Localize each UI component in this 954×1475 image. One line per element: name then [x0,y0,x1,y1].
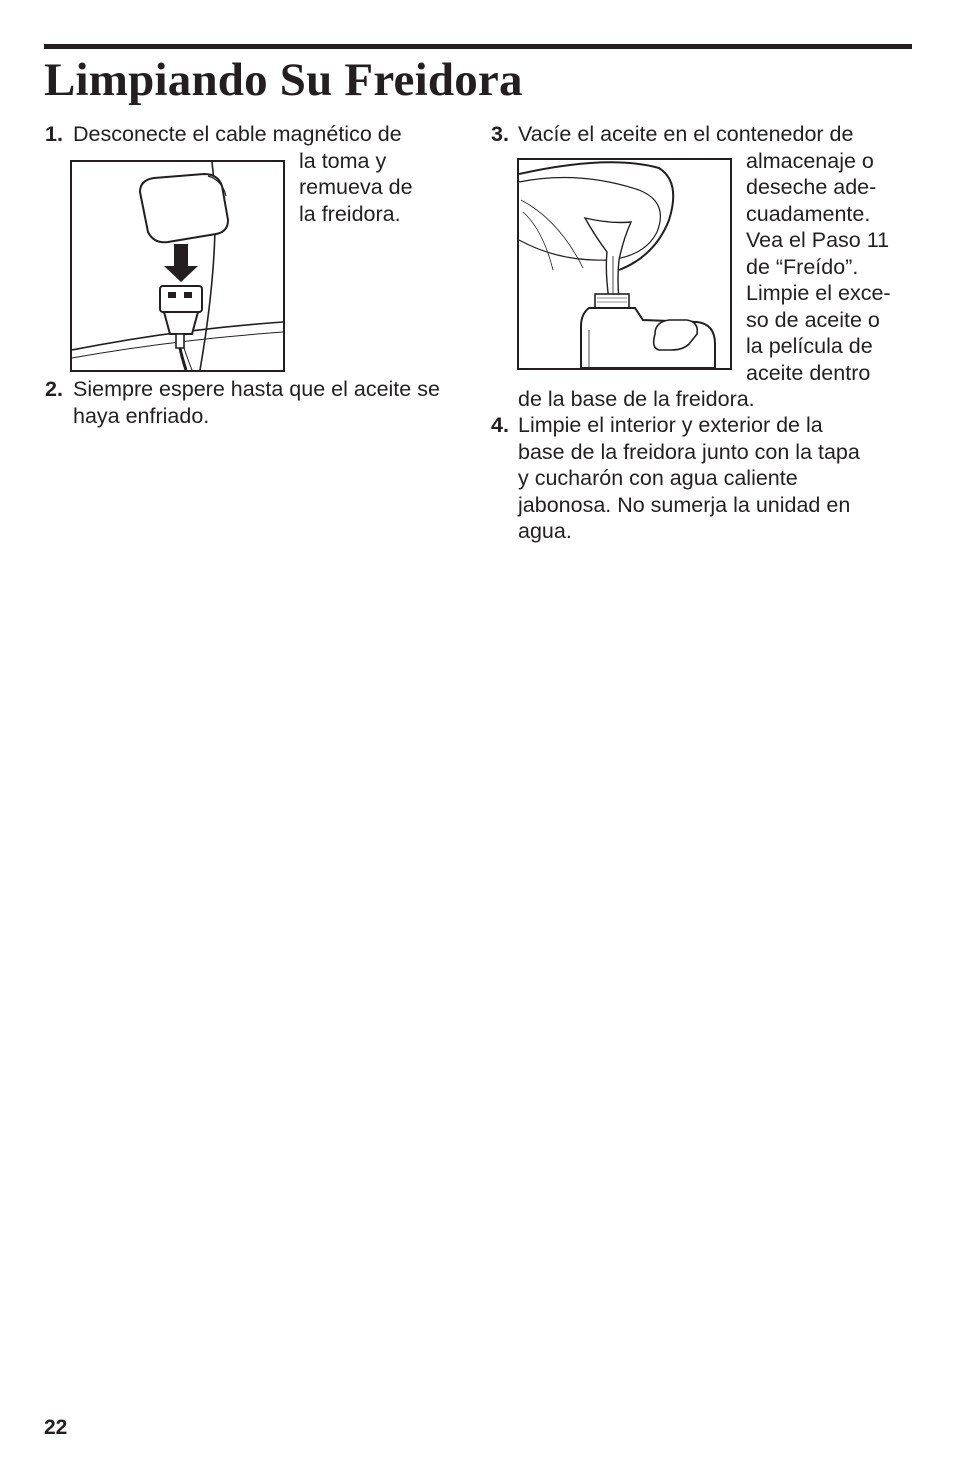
step-line: de “Freído”. [746,254,859,279]
pouring-oil-icon [519,160,730,368]
step-line: Limpie el interior y exterior de la [518,413,823,437]
step-number: 4. [491,413,509,437]
step-4 [491,412,911,548]
figure-unplug-cord [70,160,285,372]
step-line: de la base de la freidora. [518,387,755,411]
step-line: Limpie el exce- [746,281,891,305]
step-line: Desconecte el cable magnético de [73,122,402,146]
step-line: base de la freidora junto con la tapa [518,439,860,464]
step-number: 2. [45,377,63,401]
step-number: 3. [491,122,509,146]
step-line: Vea el Paso 11 [746,228,890,252]
figure-pour-oil [517,158,732,370]
step-line: Vacíe el aceite en el contenedor de [518,122,854,146]
step-line: almacenaje o [746,148,874,173]
step-line: la toma y [299,148,387,173]
page-number: 22 [44,1416,68,1439]
step-number: 1. [45,122,63,146]
top-rule [44,44,912,49]
step-line: remueva de [299,175,413,199]
step-line: la película de [746,334,873,358]
step-2 [45,376,465,432]
page-title: Limpiando Su Freidora [44,54,523,106]
magnetic-plug-icon [72,162,283,370]
step-line: la freidora. [299,201,401,226]
step-line: so de aceite o [746,307,880,332]
step-line: deseche ade- [746,175,877,199]
step-line: Siempre espere hasta que el aceite se [73,377,440,401]
step-line: jabonosa. No sumerja la unidad en [518,492,851,517]
step-line: aceite dentro [746,360,871,385]
step-line: y cucharón con agua caliente [518,466,798,490]
step-line: haya enfriado. [73,403,210,428]
step-line: cuadamente. [746,201,871,226]
step-line: agua. [518,519,572,543]
